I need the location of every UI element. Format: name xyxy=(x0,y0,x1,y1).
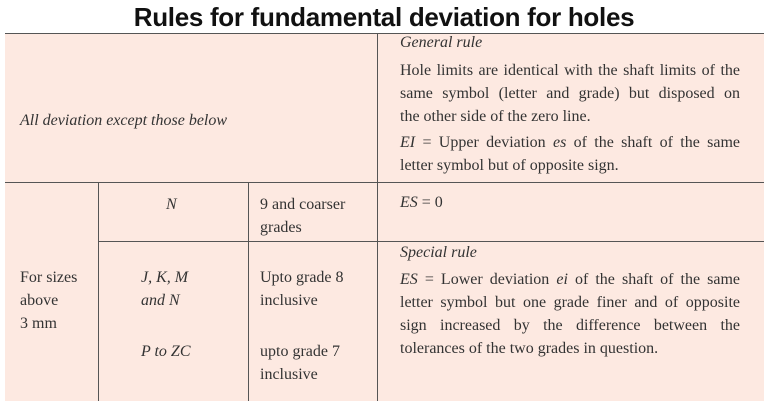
deviation-rules-table xyxy=(5,33,764,401)
es-zero-rule xyxy=(400,191,443,214)
special-rule-line: sign increased by the difference between the xyxy=(400,317,740,334)
grade-p-to-zc-line: upto grade 7 xyxy=(260,343,340,360)
ei-rule-text xyxy=(400,131,740,177)
special-rule-text xyxy=(400,268,740,360)
es-symbol: ES xyxy=(400,194,418,211)
letter-jkm-line: and N xyxy=(141,292,180,309)
all-deviation-label: All deviation except those below xyxy=(20,112,228,129)
size-label-line: above xyxy=(20,292,59,309)
general-rule-line: the other side of the zero line. xyxy=(400,108,591,125)
grade-p-to-zc xyxy=(260,340,340,386)
size-label-line: 3 mm xyxy=(20,315,57,332)
general-rule-line: Hole limits are identical with the shaft limits of the xyxy=(400,62,740,79)
column-divider-letter xyxy=(248,182,249,401)
es-zero-value: = 0 xyxy=(417,194,443,211)
general-rule-line: same symbol (letter and grade) but disposed on xyxy=(400,85,740,102)
special-rule-line xyxy=(400,268,740,291)
general-rule-text xyxy=(400,59,740,128)
grade-jkm-line: inclusive xyxy=(260,292,318,309)
table-border-top xyxy=(5,33,764,34)
grade-n-line: 9 and coarser xyxy=(260,196,346,213)
ei-rule-fragment: = Upper deviation xyxy=(415,134,553,151)
grade-jkm xyxy=(260,266,344,312)
special-rule-fragment: = Lower deviation xyxy=(417,271,557,288)
es-symbol: es xyxy=(552,134,567,151)
ei-symbol: EI xyxy=(400,134,416,151)
special-rule-line: tolerances of the two grades in question. xyxy=(400,340,659,357)
page-title: Rules for fundamental deviation for holes xyxy=(133,2,635,32)
es-symbol: ES xyxy=(400,271,418,288)
column-divider-size xyxy=(98,182,99,401)
special-rule-line: letter symbol but one grade finer and of opposite xyxy=(400,294,740,311)
general-rule-heading: General rule xyxy=(400,34,483,51)
grade-p-to-zc-line: inclusive xyxy=(260,366,318,383)
ei-symbol: ei xyxy=(556,271,568,288)
size-label xyxy=(20,266,77,335)
row-divider-main xyxy=(5,182,764,183)
letter-jkm xyxy=(141,266,188,312)
ei-rule-line: letter symbol but of opposite sign. xyxy=(400,157,619,174)
grade-jkm-line: Upto grade 8 xyxy=(260,269,344,286)
letter-jkm-line: J, K, M xyxy=(141,269,189,286)
ei-rule-line xyxy=(400,131,740,154)
letter-n: N xyxy=(166,196,177,213)
special-rule-heading: Special rule xyxy=(400,244,477,261)
grade-n xyxy=(260,193,345,239)
grade-n-line: grades xyxy=(260,219,302,236)
ei-rule-fragment: of the shaft of the same xyxy=(566,134,740,151)
special-rule-fragment: of the shaft of the same xyxy=(567,271,740,288)
size-label-line: For sizes xyxy=(20,269,78,286)
column-divider-rule xyxy=(377,33,378,401)
letter-p-to-zc: P to ZC xyxy=(141,343,191,360)
